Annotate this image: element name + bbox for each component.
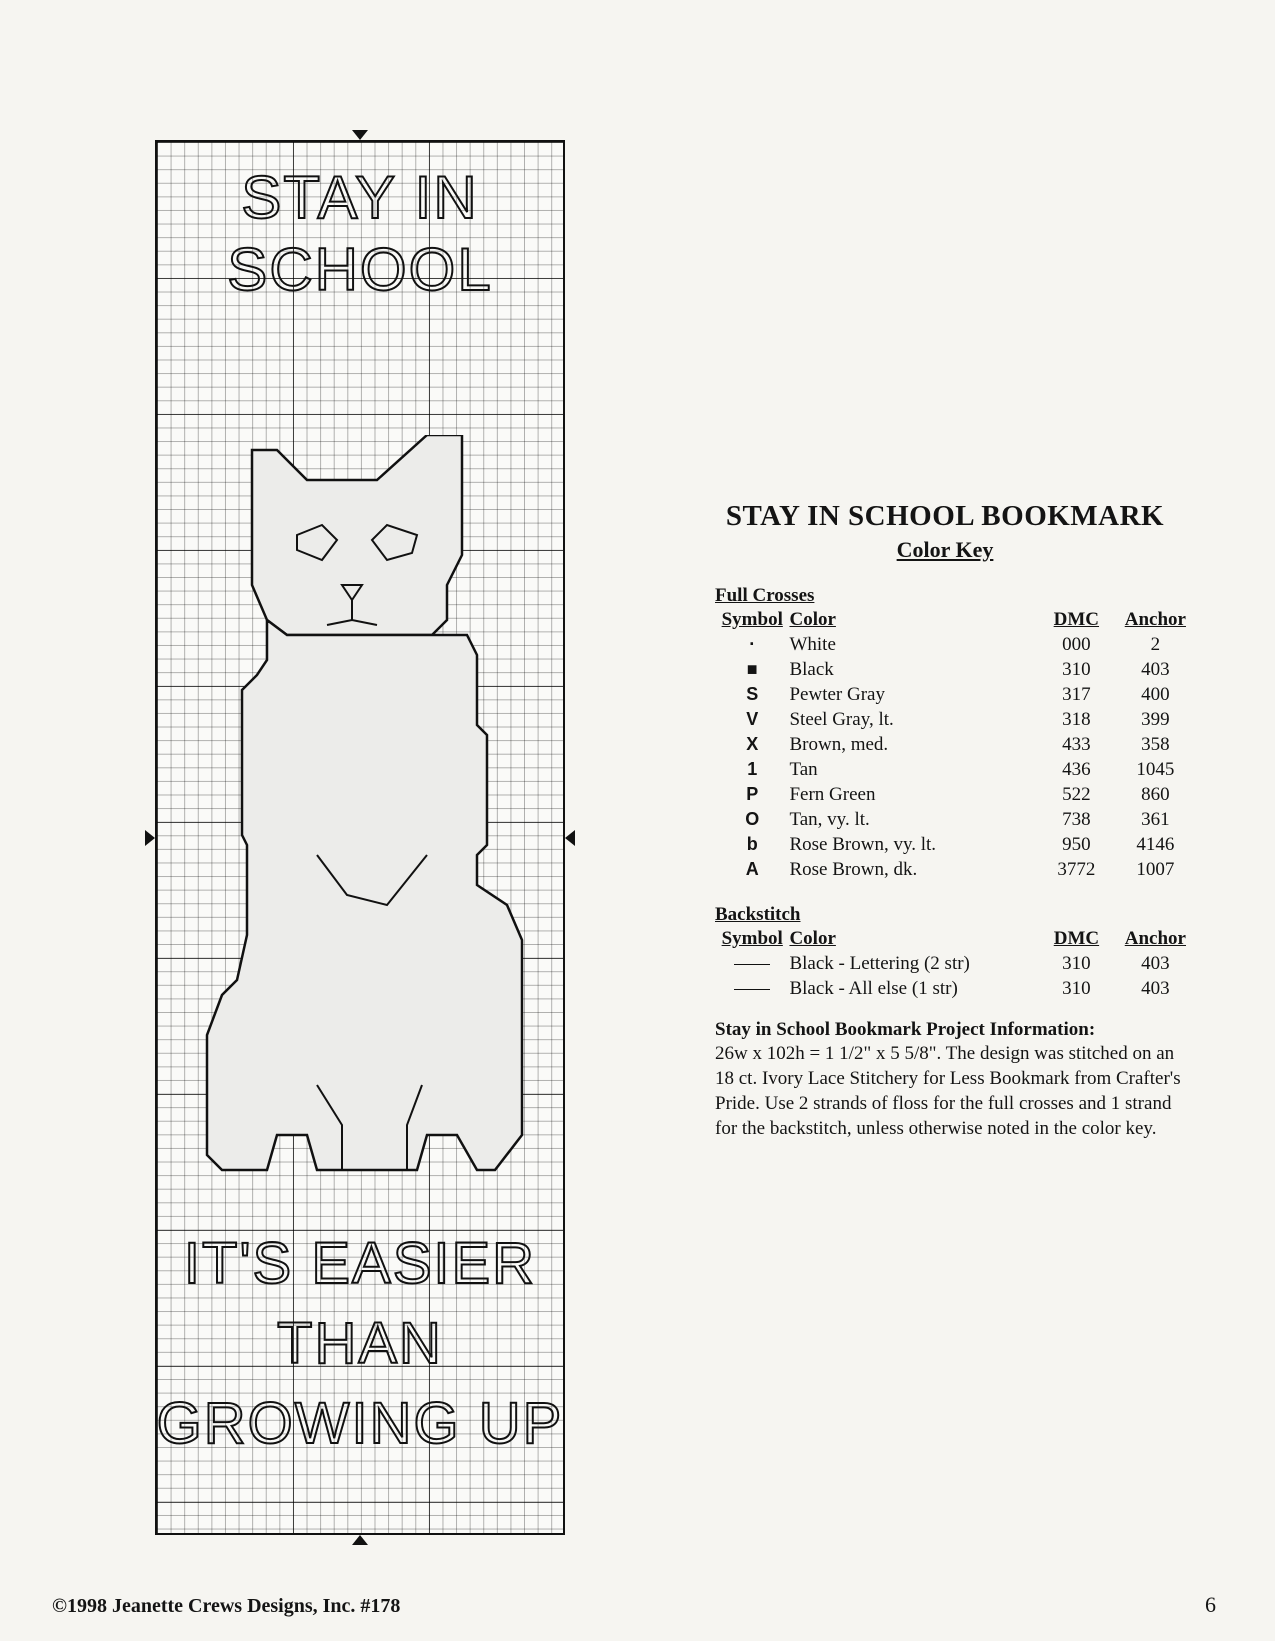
cross-stitch-chart (155, 140, 565, 1535)
symbol-cell: 1 (747, 759, 758, 779)
cat-design (177, 435, 547, 1335)
page-title: STAY IN SCHOOL BOOKMARK (725, 500, 1165, 532)
symbol-cell: V (746, 709, 759, 729)
col-color: Color (789, 608, 836, 630)
color-cell: Black - All else (1 str) (789, 977, 958, 999)
page-number: 6 (1205, 1592, 1216, 1617)
anchor-cell: 361 (1141, 808, 1170, 830)
color-cell: Fern Green (789, 783, 876, 805)
anchor-cell: 399 (1141, 708, 1170, 730)
anchor-cell: 400 (1141, 683, 1170, 705)
table-row (715, 807, 1195, 832)
dmc-cell: 310 (1062, 658, 1091, 680)
center-marker-left (145, 830, 155, 846)
backstitch-line-icon (715, 976, 789, 1001)
anchor-cell: 1045 (1136, 758, 1175, 780)
chart-top-line-1: STAY IN (241, 164, 479, 231)
table-row (715, 707, 1195, 732)
table-row (715, 657, 1195, 682)
color-cell: Steel Gray, lt. (789, 708, 894, 730)
color-cell: Black (789, 658, 834, 680)
anchor-cell: 403 (1141, 977, 1170, 999)
color-cell: Pewter Gray (789, 683, 885, 705)
color-cell: White (789, 633, 836, 655)
anchor-cell: 1007 (1136, 858, 1175, 880)
color-key-panel (715, 500, 1195, 1141)
symbol-cell: ■ (746, 659, 758, 679)
color-key-title: Color Key (896, 537, 994, 562)
table-row (715, 976, 1195, 1001)
table-row (715, 832, 1195, 857)
col-symbol: Symbol (721, 608, 783, 630)
center-marker-bottom (352, 1535, 368, 1545)
color-cell: Black - Lettering (2 str) (789, 952, 970, 974)
col-anchor: Anchor (1124, 927, 1186, 949)
color-cell: Rose Brown, vy. lt. (789, 833, 937, 855)
table-row (715, 632, 1195, 657)
col-symbol: Symbol (721, 927, 783, 949)
backstitch-line-icon (715, 951, 789, 976)
dmc-cell: 318 (1062, 708, 1091, 730)
project-info-body: 26w x 102h = 1 1/2" x 5 5/8". The design was stitched on an 18 ct. Ivory Lace Stitchery for Less Bookmark from Crafter's Pride. Use 2 strands of floss for the full crosses and 1 strand for the backstitch, unless otherwise noted in the color key. (715, 1043, 1181, 1139)
table-row (715, 757, 1195, 782)
backstitch-heading: Backstitch (715, 904, 801, 925)
dmc-cell: 433 (1062, 733, 1091, 755)
dmc-cell: 738 (1062, 808, 1091, 830)
anchor-cell: 860 (1141, 783, 1170, 805)
anchor-cell: 358 (1141, 733, 1170, 755)
table-row (715, 782, 1195, 807)
dmc-cell: 3772 (1057, 858, 1096, 880)
color-cell: Rose Brown, dk. (789, 858, 918, 880)
table-row (715, 857, 1195, 882)
symbol-cell: b (746, 834, 758, 854)
chart-bottom-line-1: IT'S EASIER (183, 1231, 537, 1296)
col-dmc: DMC (1053, 608, 1100, 630)
color-cell: Tan (789, 758, 818, 780)
dmc-cell: 950 (1062, 833, 1091, 855)
anchor-cell: 2 (1150, 633, 1161, 655)
color-cell: Brown, med. (789, 733, 889, 755)
chart-bottom-line-2: THAN (277, 1311, 443, 1376)
chart-bottom-line-3: GROWING UP (156, 1391, 564, 1456)
dmc-cell: 310 (1062, 977, 1091, 999)
symbol-cell: X (746, 734, 759, 754)
full-crosses-table (715, 607, 1195, 882)
col-dmc: DMC (1053, 927, 1100, 949)
symbol-cell: A (745, 859, 759, 879)
table-row (715, 951, 1195, 976)
dmc-cell: 436 (1062, 758, 1091, 780)
center-marker-right (565, 830, 575, 846)
col-anchor: Anchor (1124, 608, 1186, 630)
dmc-cell: 000 (1062, 633, 1091, 655)
full-crosses-heading: Full Crosses (715, 585, 815, 606)
dmc-cell: 310 (1062, 952, 1091, 974)
cat-body (207, 620, 522, 1170)
symbol-cell: · (749, 634, 756, 654)
table-row (715, 732, 1195, 757)
table-row (715, 682, 1195, 707)
dmc-cell: 522 (1062, 783, 1091, 805)
symbol-cell: P (746, 784, 759, 804)
anchor-cell: 403 (1141, 658, 1170, 680)
symbol-cell: O (745, 809, 760, 829)
anchor-cell: 403 (1141, 952, 1170, 974)
color-cell: Tan, vy. lt. (789, 808, 870, 830)
col-color: Color (789, 927, 836, 949)
anchor-cell: 4146 (1136, 833, 1175, 855)
cat-ears-head (252, 435, 462, 635)
footer-copyright: ©1998 Jeanette Crews Designs, Inc. #178 (52, 1595, 401, 1617)
center-marker-top (352, 130, 368, 140)
backstitch-table (715, 926, 1195, 1001)
chart-top-line-2: SCHOOL (227, 236, 493, 303)
project-info-heading: Stay in School Bookmark Project Information: (715, 1019, 1096, 1040)
symbol-cell: S (746, 684, 759, 704)
dmc-cell: 317 (1062, 683, 1091, 705)
